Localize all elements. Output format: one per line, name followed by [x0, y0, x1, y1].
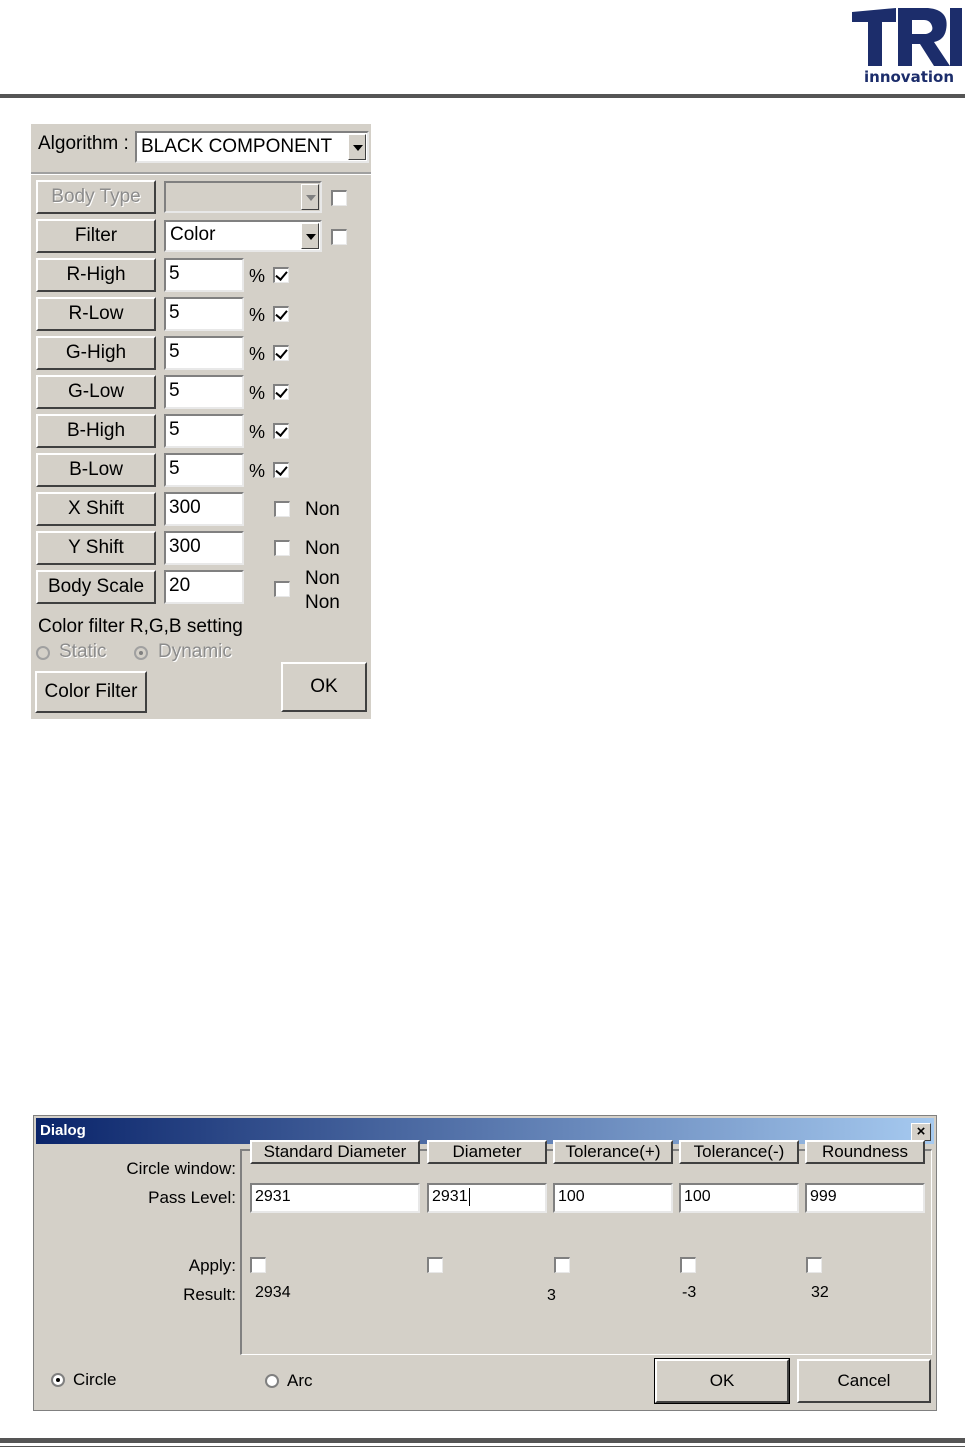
- y-shift-input[interactable]: [164, 531, 244, 565]
- percent-unit: %: [249, 305, 266, 325]
- roundness-apply-checkbox[interactable]: [806, 1257, 822, 1273]
- chevron-down-icon[interactable]: [348, 134, 366, 160]
- x-shift-input[interactable]: [164, 492, 244, 526]
- close-icon[interactable]: ×: [911, 1123, 931, 1141]
- standard-diameter-header[interactable]: Standard Diameter: [250, 1140, 420, 1164]
- filter-checkbox[interactable]: [331, 229, 347, 245]
- tolerance-plus-apply-checkbox[interactable]: [554, 1257, 570, 1273]
- standard-diameter-result: 2934: [255, 1284, 291, 1301]
- roundness-input[interactable]: [805, 1183, 925, 1213]
- percent-unit: %: [249, 422, 266, 442]
- chevron-down-icon[interactable]: [301, 223, 319, 249]
- percent-unit: %: [249, 344, 266, 364]
- y-shift-non-checkbox[interactable]: [274, 540, 290, 556]
- b-high-button[interactable]: B-High: [36, 414, 156, 448]
- body-scale-button[interactable]: Body Scale: [36, 570, 156, 604]
- tolerance-minus-input[interactable]: [679, 1183, 799, 1213]
- body-scale-value: 20: [169, 575, 191, 596]
- circle-radio-label: Circle: [73, 1370, 117, 1389]
- divider: [31, 172, 371, 175]
- body-scale-non-checkbox[interactable]: [274, 581, 290, 597]
- body-type-select: [164, 181, 322, 213]
- tolerance-minus-apply-checkbox[interactable]: [680, 1257, 696, 1273]
- result-label: Result:: [183, 1285, 236, 1304]
- ok-button[interactable]: OK: [281, 662, 367, 712]
- apply-label: Apply:: [188, 1256, 236, 1275]
- dialog-inner-frame: [240, 1149, 932, 1355]
- circle-radio[interactable]: [51, 1373, 65, 1387]
- algorithm-label: Algorithm :: [38, 133, 129, 154]
- header-divider: [0, 94, 965, 98]
- r-low-button[interactable]: R-Low: [36, 297, 156, 331]
- tolerance-plus-header[interactable]: Tolerance(+): [553, 1140, 673, 1164]
- roundness-value: 999: [810, 1188, 837, 1205]
- filter-button[interactable]: Filter: [36, 219, 156, 253]
- g-low-input[interactable]: [164, 375, 244, 409]
- r-high-button[interactable]: R-High: [36, 258, 156, 292]
- tolerance-minus-value: 100: [684, 1188, 711, 1205]
- dialog-cancel-button[interactable]: Cancel: [797, 1359, 931, 1403]
- filter-select[interactable]: [164, 220, 322, 252]
- diameter-input[interactable]: [427, 1183, 547, 1213]
- x-shift-button[interactable]: X Shift: [36, 492, 156, 526]
- x-shift-non-label: Non: [305, 499, 340, 520]
- color-filter-setting-label: Color filter R,G,B setting: [38, 616, 243, 637]
- body-type-checkbox[interactable]: [331, 190, 347, 206]
- y-shift-button[interactable]: Y Shift: [36, 531, 156, 565]
- tolerance-plus-result: 3: [547, 1287, 556, 1304]
- algorithm-panel: [31, 124, 371, 719]
- body-scale-input[interactable]: [164, 570, 244, 604]
- standard-diameter-value: 2931: [255, 1188, 291, 1205]
- pass-level-label: Pass Level:: [148, 1188, 236, 1207]
- r-low-checkbox[interactable]: [273, 306, 289, 322]
- tolerance-minus-header[interactable]: Tolerance(-): [679, 1140, 799, 1164]
- footer-divider-thin: [0, 1446, 965, 1447]
- arc-radio[interactable]: [265, 1374, 279, 1388]
- b-low-button[interactable]: B-Low: [36, 453, 156, 487]
- diameter-apply-checkbox[interactable]: [427, 1257, 443, 1273]
- standard-diameter-apply-checkbox[interactable]: [250, 1257, 266, 1273]
- color-filter-button[interactable]: Color Filter: [35, 671, 147, 713]
- body-scale-non-label-2: Non: [305, 592, 340, 613]
- body-type-button: Body Type: [36, 180, 156, 214]
- circle-window-label: Circle window:: [126, 1159, 236, 1178]
- g-high-button[interactable]: G-High: [36, 336, 156, 370]
- b-high-input[interactable]: [164, 414, 244, 448]
- tri-logo-icon: [850, 4, 964, 70]
- dynamic-radio-label: Dynamic: [158, 641, 232, 662]
- g-low-button[interactable]: G-Low: [36, 375, 156, 409]
- tolerance-minus-result: -3: [682, 1284, 697, 1301]
- dialog-ok-button[interactable]: OK: [655, 1359, 789, 1403]
- g-high-value: 5: [169, 341, 180, 362]
- algorithm-value: BLACK COMPONENT: [141, 136, 333, 157]
- body-scale-non-label: Non: [305, 568, 340, 589]
- arc-radio-label: Arc: [287, 1371, 313, 1390]
- roundness-result: 32: [811, 1284, 829, 1301]
- y-shift-value: 300: [169, 536, 201, 557]
- r-high-value: 5: [169, 263, 180, 284]
- chevron-down-icon: [301, 184, 319, 210]
- y-shift-non-label: Non: [305, 538, 340, 559]
- dialog-title: Dialog: [40, 1122, 86, 1139]
- static-radio: [36, 646, 50, 660]
- b-low-value: 5: [169, 458, 180, 479]
- algorithm-select[interactable]: [135, 131, 369, 163]
- x-shift-value: 300: [169, 497, 201, 518]
- g-high-input[interactable]: [164, 336, 244, 370]
- r-high-checkbox[interactable]: [273, 267, 289, 283]
- r-high-input[interactable]: [164, 258, 244, 292]
- b-low-checkbox[interactable]: [273, 462, 289, 478]
- x-shift-non-checkbox[interactable]: [274, 501, 290, 517]
- logo-wordmark: innovation: [864, 68, 954, 86]
- footer-divider: [0, 1438, 965, 1443]
- filter-value: Color: [170, 224, 216, 245]
- diameter-value: 2931: [432, 1188, 468, 1205]
- b-low-input[interactable]: [164, 453, 244, 487]
- percent-unit: %: [249, 461, 266, 481]
- standard-diameter-input[interactable]: [250, 1183, 420, 1213]
- percent-unit: %: [249, 383, 266, 403]
- tolerance-plus-value: 100: [558, 1188, 585, 1205]
- g-low-checkbox[interactable]: [273, 384, 289, 400]
- g-high-checkbox[interactable]: [273, 345, 289, 361]
- r-low-input[interactable]: [164, 297, 244, 331]
- dynamic-radio: [134, 646, 148, 660]
- g-low-value: 5: [169, 380, 180, 401]
- tolerance-plus-input[interactable]: [553, 1183, 673, 1213]
- roundness-header[interactable]: Roundness: [805, 1140, 925, 1164]
- percent-unit: %: [249, 266, 266, 286]
- diameter-header[interactable]: Diameter: [427, 1140, 547, 1164]
- static-radio-label: Static: [59, 641, 107, 662]
- r-low-value: 5: [169, 302, 180, 323]
- b-high-checkbox[interactable]: [273, 423, 289, 439]
- b-high-value: 5: [169, 419, 180, 440]
